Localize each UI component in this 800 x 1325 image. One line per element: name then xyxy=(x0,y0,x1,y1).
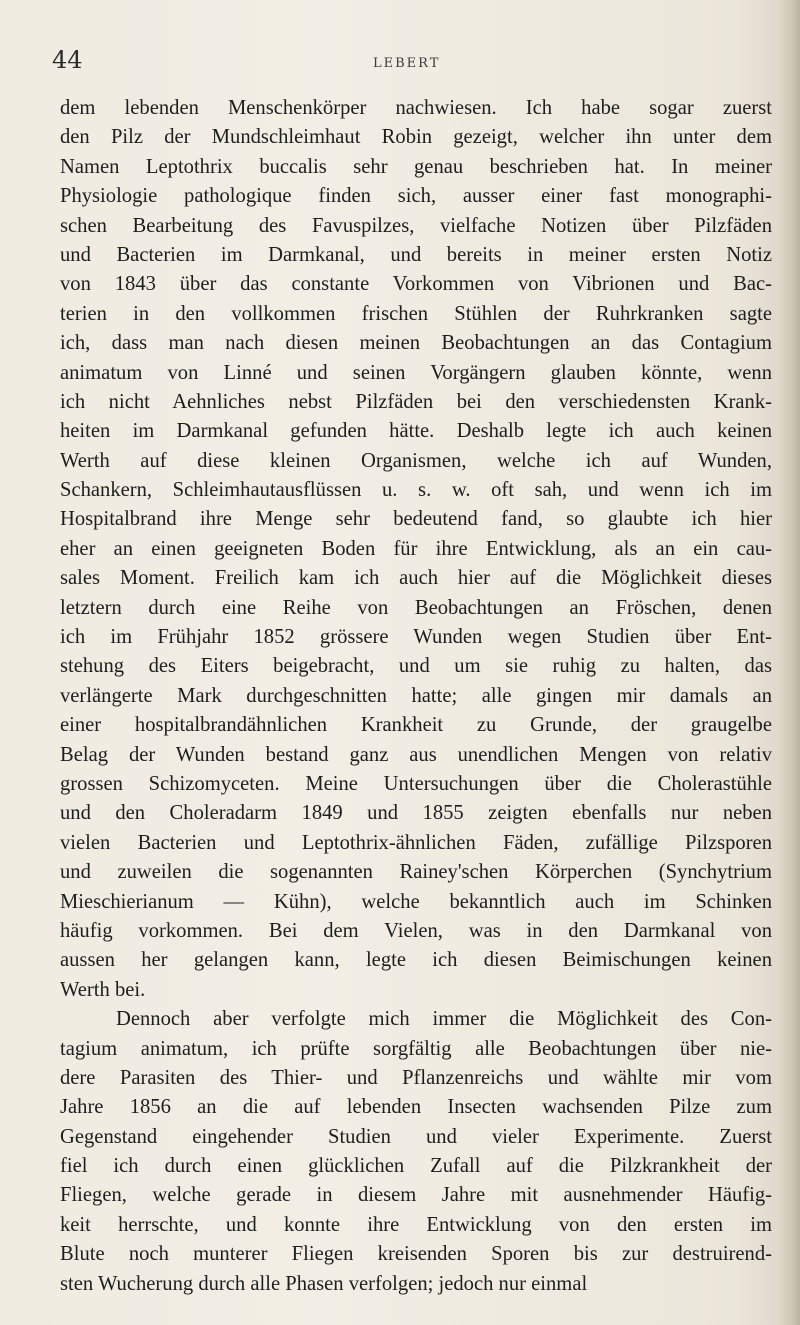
text-line: Blute noch munterer Fliegen kreisenden Sporen bis zur destruirend- xyxy=(60,1243,772,1266)
text-line: häufig vorkommen. Bei dem Vielen, was in den Darmkanal von xyxy=(60,919,772,942)
text-line: sales Moment. Freilich kam ich auch hier auf die Möglichkeit dieses xyxy=(60,567,772,590)
text-line: grossen Schizomyceten. Meine Untersuchungen über die Cholerastühle xyxy=(60,772,772,795)
text-line: terien in den vollkommen frischen Stühlen der Ruhrkranken sagte xyxy=(60,302,772,325)
text-line: Hospitalbrand ihre Menge sehr bedeutend fand, so glaubte ich hier xyxy=(60,508,772,531)
text-line: von 1843 über das constante Vorkommen von Vibrionen und Bac- xyxy=(60,273,772,296)
text-line: Namen Leptothrix buccalis sehr genau beschrieben hat. In meiner xyxy=(60,155,772,178)
text-line: und zuweilen die sogenannten Rainey'schen Körperchen (Synchytrium xyxy=(60,861,772,884)
text-line: sten Wucherung durch alle Phasen verfolgen; jedoch nur einmal xyxy=(60,1272,588,1295)
text-line: aussen her gelangen kann, legte ich diesen Beimischungen keinen xyxy=(60,949,772,972)
text-line: ich nicht Aehnliches nebst Pilzfäden bei den verschiedensten Krank- xyxy=(60,390,772,413)
body-text xyxy=(60,94,772,1299)
paragraph xyxy=(60,1005,772,1299)
text-line: Werth auf diese kleinen Organismen, welche ich auf Wunden, xyxy=(60,449,772,472)
text-line: vielen Bacterien und Leptothrix-ähnlichen Fäden, zufällige Pilzsporen xyxy=(60,831,772,854)
text-line: ich im Frühjahr 1852 grössere Wunden wegen Studien über Ent- xyxy=(60,626,772,649)
text-line: ich, dass man nach diesen meinen Beobachtungen an das Contagium xyxy=(60,332,772,355)
text-line: Dennoch aber verfolgte mich immer die Möglichkeit des Con- xyxy=(116,1008,772,1031)
text-line: letztern durch eine Reihe von Beobachtungen an Fröschen, denen xyxy=(60,596,772,619)
text-line: dere Parasiten des Thier- und Pflanzenreichs und wählte mir vom xyxy=(60,1066,772,1089)
text-line: Mieschierianum — Kühn), welche bekanntlich auch im Schinken xyxy=(60,890,772,913)
paragraph xyxy=(60,94,772,1005)
text-line: animatum von Linné und seinen Vorgängern glauben könnte, wenn xyxy=(60,361,772,384)
text-line: keit herrschte, und konnte ihre Entwicklung von den ersten im xyxy=(60,1213,772,1236)
text-line: stehung des Eiters beigebracht, und um sie ruhig zu halten, das xyxy=(60,655,772,678)
text-line: heiten im Darmkanal gefunden hätte. Deshalb legte ich auch keinen xyxy=(60,420,772,443)
running-head: LEBERT xyxy=(373,56,441,71)
text-line: und Bacterien im Darmkanal, und bereits in meiner ersten Notiz xyxy=(60,243,772,266)
text-line: eher an einen geeigneten Boden für ihre Entwicklung, als an ein cau- xyxy=(60,537,772,560)
page-edge-shadow xyxy=(778,0,800,1325)
page-number: 44 xyxy=(52,46,83,74)
text-line: Schankern, Schleimhautausflüssen u. s. w. oft sah, und wenn ich im xyxy=(60,479,772,502)
text-line: tagium animatum, ich prüfte sorgfältig alle Beobachtungen über nie- xyxy=(60,1037,772,1060)
text-line: Belag der Wunden bestand ganz aus unendlichen Mengen von relativ xyxy=(60,743,772,766)
text-line: verlängerte Mark durchgeschnitten hatte; alle gingen mir damals an xyxy=(60,684,772,707)
text-line: einer hospitalbrandähnlichen Krankheit zu Grunde, der graugelbe xyxy=(60,714,772,737)
text-line: fiel ich durch einen glücklichen Zufall auf die Pilzkrankheit der xyxy=(60,1155,772,1178)
text-line: und den Choleradarm 1849 und 1855 zeigten ebenfalls nur neben xyxy=(60,802,772,825)
text-line: den Pilz der Mundschleimhaut Robin gezeigt, welcher ihn unter dem xyxy=(60,126,772,149)
text-line: schen Bearbeitung des Favuspilzes, vielfache Notizen über Pilzfäden xyxy=(60,214,772,237)
text-line: Physiologie pathologique finden sich, ausser einer fast monographi- xyxy=(60,185,772,208)
text-line: Jahre 1856 an die auf lebenden Insecten wachsenden Pilze zum xyxy=(60,1096,772,1119)
text-line: Werth bei. xyxy=(60,978,146,1001)
text-line: dem lebenden Menschenkörper nachwiesen. Ich habe sogar zuerst xyxy=(60,97,772,119)
text-line: Fliegen, welche gerade in diesem Jahre mit ausnehmender Häufig- xyxy=(60,1184,772,1207)
text-line: Gegenstand eingehender Studien und vieler Experimente. Zuerst xyxy=(60,1125,772,1148)
